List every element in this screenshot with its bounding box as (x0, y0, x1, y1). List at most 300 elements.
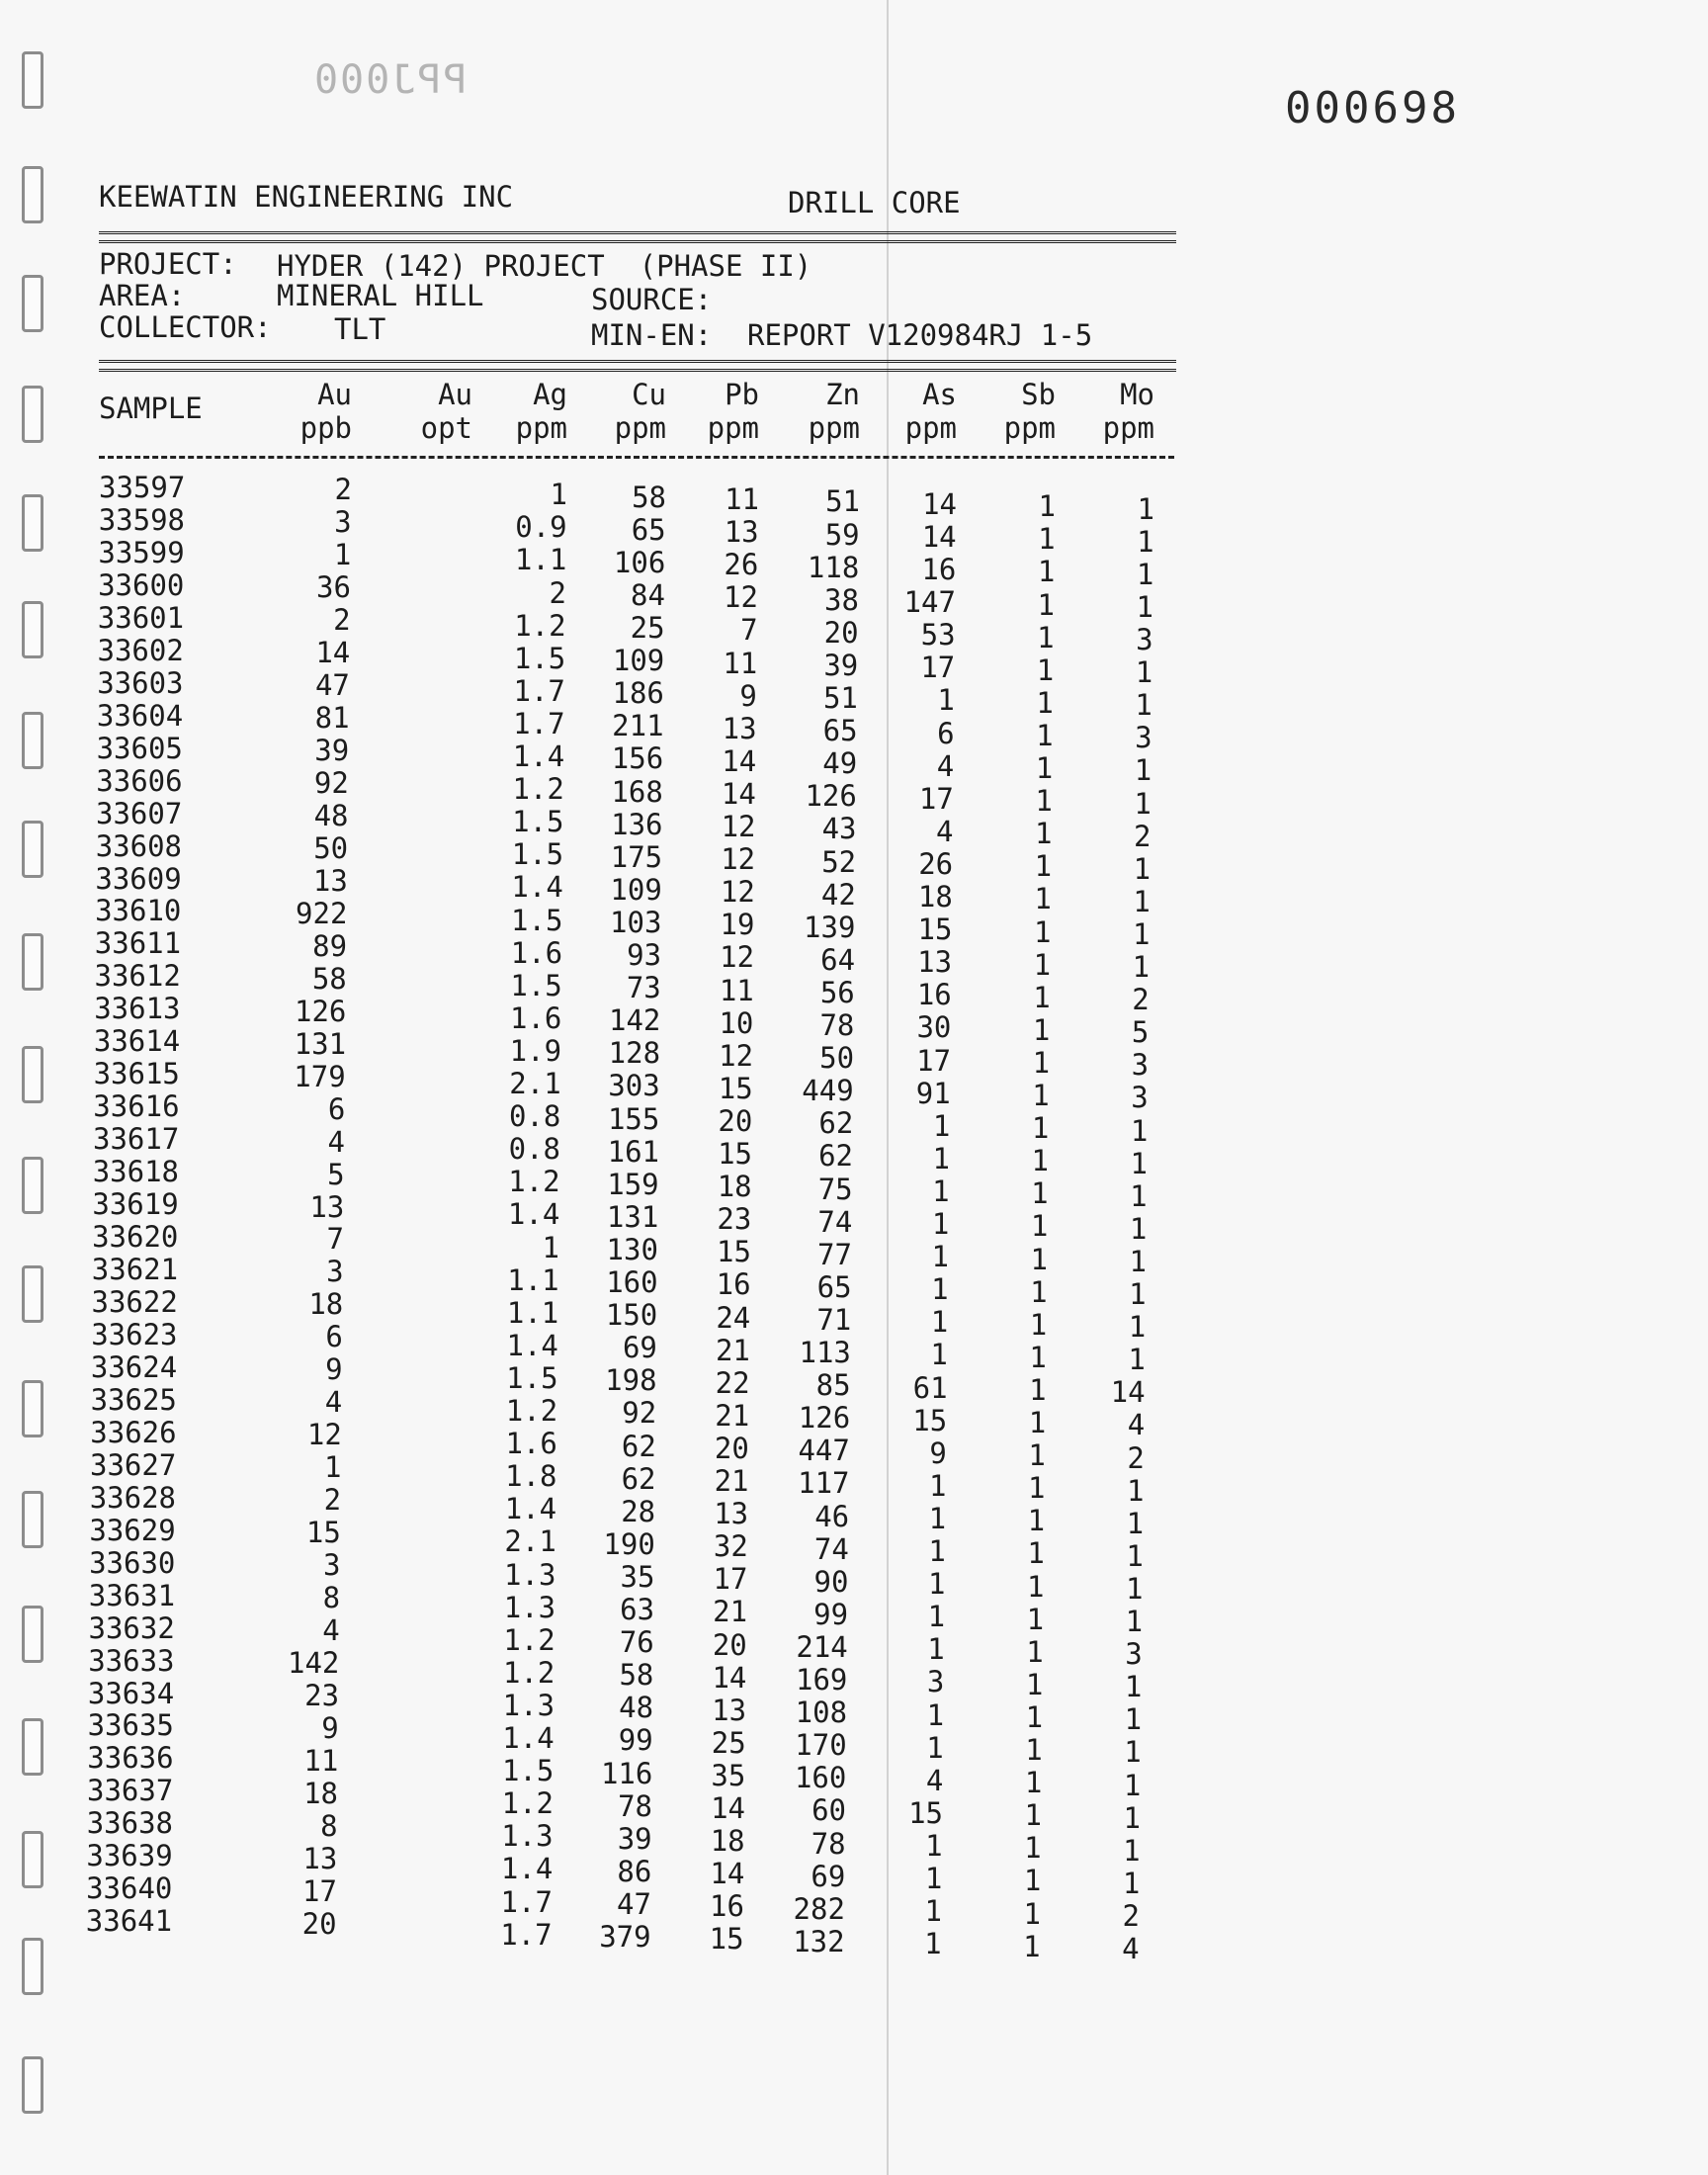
cell-ag-ppm: 1.7 (513, 673, 565, 708)
column-header-au-opt (384, 378, 472, 445)
cell-cu-ppm: 25 (630, 611, 665, 645)
cell-mo-ppm: 1 (1135, 688, 1153, 723)
cell-pb-ppm: 13 (722, 711, 757, 745)
cell-cu-ppm: 130 (606, 1232, 658, 1266)
cell-zn-ppm: 169 (796, 1663, 848, 1696)
cell-sb-ppm: 1 (1036, 685, 1054, 720)
cell-ag-ppm: 2.1 (504, 1524, 556, 1559)
cell-sb-ppm: 1 (1035, 784, 1053, 819)
cell-mo-ppm: 4 (1122, 1932, 1140, 1965)
cell-mo-ppm: 2 (1132, 983, 1150, 1017)
cell-cu-ppm: 86 (617, 1854, 652, 1888)
cell-zn-ppm: 139 (804, 910, 856, 944)
cell-sample: 33636 (87, 1741, 174, 1776)
column-header-mo-ppm (1066, 378, 1154, 445)
cell-au-ppb: 4 (322, 1613, 340, 1647)
cell-sb-ppm: 1 (1029, 1340, 1047, 1374)
cell-pb-ppm: 26 (724, 548, 759, 582)
cell-sb-ppm: 1 (1024, 1766, 1043, 1800)
column-header-line1: Pb (725, 378, 759, 411)
cell-cu-ppm: 160 (606, 1265, 658, 1299)
cell-as-ppm: 1 (924, 1894, 942, 1929)
cell-as-ppm: 15 (912, 1403, 948, 1437)
collector-value: TLT (334, 312, 386, 346)
cell-zn-ppm: 75 (817, 1172, 853, 1206)
cell-mo-ppm: 1 (1130, 1113, 1149, 1148)
cell-pb-ppm: 13 (714, 1497, 749, 1531)
cell-au-ppb: 9 (325, 1352, 343, 1387)
cell-mo-ppm: 1 (1129, 1211, 1148, 1246)
cell-as-ppm: 14 (921, 519, 957, 554)
cell-mo-ppm: 1 (1124, 1670, 1143, 1704)
cell-au-ppb: 11 (303, 1743, 339, 1778)
cell-cu-ppm: 65 (631, 512, 666, 547)
column-header-line2: ppm (1003, 411, 1056, 445)
cell-pb-ppm: 21 (714, 1464, 749, 1498)
cell-sample: 33635 (87, 1708, 174, 1743)
cell-pb-ppm: 13 (712, 1693, 747, 1727)
cell-cu-ppm: 128 (608, 1036, 661, 1071)
cell-sample: 33608 (95, 828, 182, 863)
cell-zn-ppm: 447 (798, 1434, 850, 1468)
cell-sample: 33612 (94, 959, 181, 994)
cell-pb-ppm: 14 (721, 776, 756, 811)
cell-mo-ppm: 1 (1124, 1702, 1143, 1737)
cell-as-ppm: 15 (908, 1795, 943, 1830)
cell-pb-ppm: 7 (740, 613, 758, 648)
cell-mo-ppm: 1 (1130, 1146, 1148, 1180)
cell-pb-ppm: 18 (710, 1824, 745, 1859)
cell-sample: 33626 (90, 1415, 177, 1449)
cell-pb-ppm: 19 (720, 908, 755, 942)
cell-zn-ppm: 113 (799, 1336, 851, 1369)
cell-ag-ppm: 1.7 (513, 706, 565, 740)
binder-hole (22, 494, 43, 552)
cell-as-ppm: 4 (925, 1763, 944, 1797)
cell-zn-ppm: 126 (805, 779, 857, 814)
project-value: HYDER (142) PROJECT (PHASE II) (277, 249, 812, 283)
binder-hole (22, 2056, 43, 2114)
column-header-line2: ppm (515, 411, 567, 445)
cell-au-ppb: 18 (303, 1776, 338, 1810)
cell-sb-ppm: 1 (1037, 620, 1055, 654)
cell-cu-ppm: 159 (607, 1167, 659, 1201)
cell-sample: 33602 (97, 633, 184, 667)
cell-as-ppm: 61 (912, 1370, 948, 1405)
cell-pb-ppm: 18 (717, 1170, 752, 1204)
cell-sample: 33641 (85, 1904, 173, 1939)
column-header-line2: ppb (299, 411, 352, 445)
cell-ag-ppm: 1.2 (503, 1655, 555, 1690)
cell-ag-ppm: 0.9 (515, 510, 567, 545)
binder-hole (22, 821, 43, 878)
cell-cu-ppm: 142 (609, 1003, 661, 1038)
cell-mo-ppm: 1 (1124, 1735, 1142, 1770)
cell-mo-ppm: 1 (1126, 1538, 1144, 1573)
column-header-as-ppm (868, 378, 957, 445)
cell-zn-ppm: 62 (818, 1139, 853, 1174)
cell-sb-ppm: 1 (1036, 718, 1054, 752)
cell-cu-ppm: 35 (620, 1559, 655, 1594)
cell-cu-ppm: 116 (600, 1756, 653, 1790)
cell-sb-ppm: 1 (1026, 1569, 1045, 1604)
cell-au-ppb: 2 (333, 603, 351, 638)
cell-pb-ppm: 15 (718, 1071, 753, 1105)
cell-mo-ppm: 2 (1127, 1440, 1145, 1475)
cell-sample: 33633 (88, 1643, 175, 1678)
cell-mo-ppm: 1 (1132, 916, 1151, 951)
cell-mo-ppm: 3 (1131, 1081, 1149, 1115)
cell-ag-ppm: 1.5 (501, 1754, 555, 1788)
cell-zn-ppm: 99 (813, 1597, 849, 1631)
cell-ag-ppm: 1.1 (506, 1295, 559, 1330)
cell-sb-ppm: 1 (1033, 980, 1051, 1014)
cell-sb-ppm: 1 (1028, 1471, 1046, 1506)
cell-sample: 33616 (93, 1089, 180, 1124)
cell-pb-ppm: 14 (722, 743, 757, 778)
cell-sample: 33601 (97, 600, 185, 635)
cell-sb-ppm: 1 (1030, 1242, 1048, 1276)
column-header-sample (99, 392, 203, 425)
cell-mo-ppm: 1 (1127, 1473, 1145, 1508)
cell-zn-ppm: 65 (822, 714, 858, 748)
cell-sample: 33620 (92, 1220, 179, 1255)
cell-pb-ppm: 12 (721, 810, 756, 843)
cell-as-ppm: 1 (924, 1927, 942, 1961)
cell-cu-ppm: 175 (610, 839, 663, 874)
cell-pb-ppm: 11 (725, 482, 759, 516)
cell-au-ppb: 50 (313, 830, 349, 865)
cell-cu-ppm: 92 (622, 1396, 657, 1431)
cell-pb-ppm: 20 (714, 1431, 749, 1465)
cell-sample: 33598 (98, 502, 185, 537)
cell-ag-ppm: 1.5 (506, 1360, 558, 1395)
cell-zn-ppm: 50 (819, 1041, 855, 1076)
column-header-ag-ppm (478, 378, 567, 445)
cell-sample: 33637 (87, 1774, 174, 1808)
cell-zn-ppm: 78 (811, 1826, 846, 1861)
cell-cu-ppm: 106 (613, 545, 666, 579)
cell-cu-ppm: 190 (603, 1526, 655, 1561)
cell-mo-ppm: 1 (1123, 1800, 1141, 1835)
cell-mo-ppm: 1 (1128, 1310, 1147, 1345)
cell-mo-ppm: 3 (1131, 1048, 1150, 1083)
cell-zn-ppm: 85 (815, 1368, 851, 1403)
cell-mo-ppm: 1 (1128, 1343, 1146, 1377)
cell-ag-ppm: 1.9 (509, 1033, 562, 1068)
cell-ag-ppm: 1.4 (502, 1721, 555, 1755)
cell-ag-ppm: 1.2 (514, 608, 566, 643)
cell-sb-ppm: 1 (1025, 1733, 1043, 1767)
cell-ag-ppm: 1.4 (512, 740, 565, 773)
cell-pb-ppm: 17 (713, 1562, 748, 1597)
cell-cu-ppm: 69 (622, 1331, 657, 1365)
cell-sample: 33605 (96, 731, 183, 765)
cell-au-ppb: 13 (312, 863, 348, 898)
cell-cu-ppm: 109 (612, 644, 665, 678)
binder-hole (22, 51, 43, 109)
cell-ag-ppm: 1.2 (508, 1165, 560, 1199)
cell-sb-ppm: 1 (1030, 1209, 1049, 1244)
cell-ag-ppm: 1.6 (510, 935, 563, 970)
min-en-label: MIN-EN: (591, 318, 713, 352)
cell-sb-ppm: 1 (1026, 1602, 1045, 1636)
cell-au-ppb: 922 (296, 896, 348, 930)
cell-cu-ppm: 78 (618, 1788, 652, 1823)
binder-hole (22, 1380, 43, 1437)
cell-pb-ppm: 35 (711, 1758, 746, 1792)
binder-hole (22, 1265, 43, 1323)
cell-zn-ppm: 74 (817, 1204, 853, 1239)
cell-sample: 33622 (91, 1285, 178, 1319)
cell-as-ppm: 3 (926, 1665, 945, 1699)
area-value: MINERAL HILL (277, 279, 484, 312)
cell-mo-ppm: 1 (1129, 1277, 1147, 1311)
cell-cu-ppm: 62 (621, 1429, 656, 1463)
column-header-line2: ppm (614, 411, 666, 445)
cell-zn-ppm: 170 (795, 1728, 847, 1763)
dashed-rule (99, 456, 1174, 459)
cell-zn-ppm: 214 (796, 1629, 848, 1664)
cell-mo-ppm: 1 (1123, 1833, 1141, 1868)
cell-mo-ppm: 1 (1135, 655, 1153, 690)
cell-sb-ppm: 1 (1032, 1079, 1050, 1112)
cell-ag-ppm: 1 (550, 478, 567, 512)
cell-pb-ppm: 22 (715, 1365, 750, 1400)
cell-sb-ppm: 1 (1037, 587, 1055, 622)
cell-au-ppb: 131 (294, 1026, 347, 1061)
cell-pb-ppm: 21 (715, 1398, 750, 1433)
cell-zn-ppm: 60 (811, 1793, 846, 1828)
cell-mo-ppm: 1 (1134, 753, 1153, 788)
cell-pb-ppm: 23 (717, 1202, 752, 1237)
cell-ag-ppm: 0.8 (508, 1099, 561, 1134)
cell-mo-ppm: 1 (1136, 557, 1154, 591)
cell-sample: 33638 (86, 1806, 173, 1841)
cell-sb-ppm: 1 (1032, 1045, 1051, 1080)
cell-au-ppb: 8 (320, 1808, 338, 1843)
cell-as-ppm: 147 (903, 585, 956, 620)
cell-sb-ppm: 1 (1024, 1831, 1042, 1866)
cell-sb-ppm: 1 (1028, 1406, 1047, 1439)
cell-as-ppm: 1 (927, 1600, 946, 1634)
binder-hole (22, 1491, 43, 1548)
cell-ag-ppm: 1.5 (510, 968, 562, 1002)
cell-mo-ppm: 1 (1137, 491, 1154, 526)
cell-sb-ppm: 1 (1024, 1798, 1042, 1833)
column-header-line2: ppm (1102, 411, 1154, 445)
cell-au-ppb: 6 (325, 1320, 343, 1354)
cell-sample: 33631 (88, 1578, 176, 1612)
cell-zn-ppm: 282 (793, 1891, 845, 1926)
column-header-line1: Cu (632, 378, 666, 411)
cell-mo-ppm: 1 (1129, 1244, 1147, 1278)
cell-zn-ppm: 108 (795, 1696, 848, 1730)
cell-zn-ppm: 59 (824, 517, 860, 552)
cell-au-ppb: 4 (327, 1124, 345, 1159)
binder-hole (22, 1606, 43, 1663)
cell-pb-ppm: 12 (724, 580, 758, 615)
cell-ag-ppm: 1.2 (503, 1622, 555, 1657)
cell-ag-ppm: 2.1 (509, 1067, 561, 1100)
cell-sb-ppm: 1 (1037, 555, 1056, 589)
cell-zn-ppm: 43 (821, 812, 857, 846)
cell-pb-ppm: 21 (715, 1333, 750, 1367)
cell-sample: 33613 (94, 992, 181, 1026)
cell-au-ppb: 36 (316, 570, 351, 605)
cell-zn-ppm: 90 (813, 1564, 849, 1599)
cell-zn-ppm: 78 (819, 1008, 855, 1042)
cell-sb-ppm: 1 (1031, 1111, 1050, 1146)
cell-mo-ppm: 1 (1134, 786, 1152, 821)
cell-mo-ppm: 3 (1136, 623, 1153, 656)
cell-cu-ppm: 109 (610, 872, 662, 907)
cell-zn-ppm: 51 (822, 681, 858, 715)
cell-sample: 33610 (95, 894, 182, 928)
column-header-line2: SAMPLE (99, 392, 203, 425)
cell-cu-ppm: 28 (621, 1494, 656, 1528)
cell-sample: 33611 (94, 926, 182, 961)
cell-as-ppm: 1 (928, 1501, 947, 1535)
cell-mo-ppm: 1 (1126, 1506, 1145, 1540)
cell-ag-ppm: 1.2 (501, 1786, 554, 1821)
cell-sample: 33627 (90, 1447, 177, 1482)
cell-sb-ppm: 1 (1033, 947, 1052, 982)
column-header-sb-ppm (967, 378, 1056, 445)
cell-pb-ppm: 25 (711, 1725, 746, 1760)
cell-ag-ppm: 2 (549, 575, 566, 610)
cell-ag-ppm: 1.7 (500, 1884, 553, 1919)
cell-as-ppm: 1 (930, 1305, 949, 1340)
cell-cu-ppm: 93 (627, 938, 662, 972)
cell-as-ppm: 14 (922, 486, 957, 521)
cell-cu-ppm: 48 (619, 1691, 654, 1725)
cell-as-ppm: 1 (937, 683, 955, 718)
cell-zn-ppm: 64 (820, 942, 856, 977)
cell-sample: 33617 (93, 1122, 180, 1157)
column-header-line1: Sb (1021, 378, 1056, 411)
cell-as-ppm: 1 (931, 1272, 949, 1307)
cell-sb-ppm: 1 (1023, 1864, 1042, 1898)
cell-pb-ppm: 11 (719, 973, 754, 1007)
cell-pb-ppm: 9 (739, 678, 757, 713)
cell-sb-ppm: 1 (1027, 1504, 1046, 1538)
cell-zn-ppm: 160 (794, 1761, 847, 1795)
cell-pb-ppm: 12 (720, 940, 755, 975)
cell-au-ppb: 9 (321, 1710, 339, 1745)
cell-as-ppm: 16 (921, 553, 957, 586)
cell-sample: 33599 (98, 535, 185, 569)
cell-as-ppm: 91 (915, 1076, 951, 1110)
cell-au-ppb: 48 (313, 799, 349, 832)
cell-mo-ppm: 3 (1135, 721, 1153, 755)
cell-as-ppm: 1 (925, 1828, 943, 1863)
cell-au-ppb: 13 (309, 1189, 345, 1224)
cell-ag-ppm: 1.4 (500, 1852, 554, 1886)
cell-pb-ppm: 11 (723, 646, 758, 680)
cell-au-ppb: 23 (304, 1678, 340, 1712)
cell-cu-ppm: 131 (606, 1199, 659, 1234)
cell-cu-ppm: 76 (619, 1625, 654, 1660)
cell-pb-ppm: 12 (719, 1038, 754, 1073)
cell-au-ppb: 1 (333, 538, 352, 572)
cell-sb-ppm: 1 (1027, 1536, 1045, 1571)
binder-hole (22, 1938, 43, 1995)
cell-ag-ppm: 1.5 (512, 805, 564, 839)
cell-pb-ppm: 12 (720, 875, 755, 910)
cell-pb-ppm: 12 (721, 842, 756, 877)
cell-as-ppm: 1 (927, 1567, 946, 1602)
cell-au-ppb: 6 (327, 1091, 346, 1126)
cell-mo-ppm: 1 (1132, 950, 1151, 984)
cell-cu-ppm: 150 (605, 1298, 658, 1333)
cell-cu-ppm: 136 (611, 807, 663, 841)
cell-sb-ppm: 1 (1025, 1699, 1044, 1734)
collector-label: COLLECTOR: (99, 310, 272, 344)
cell-cu-ppm: 186 (612, 676, 664, 711)
cell-cu-ppm: 156 (611, 741, 664, 776)
cell-as-ppm: 1 (931, 1240, 949, 1274)
cell-au-ppb: 18 (308, 1287, 344, 1322)
cell-zn-ppm: 74 (813, 1531, 849, 1566)
cell-sb-ppm: 1 (1023, 1929, 1041, 1963)
column-header-line1: Mo (1120, 378, 1154, 411)
cell-au-ppb: 142 (288, 1645, 340, 1680)
cell-cu-ppm: 84 (631, 577, 665, 612)
cell-cu-ppm: 73 (626, 971, 661, 1005)
cell-zn-ppm: 118 (807, 550, 860, 584)
cell-as-ppm: 18 (917, 880, 953, 914)
binder-hole (22, 933, 43, 991)
cell-zn-ppm: 117 (798, 1466, 850, 1501)
cell-au-ppb: 3 (334, 505, 352, 540)
cell-ag-ppm: 1.2 (512, 772, 564, 807)
cell-as-ppm: 17 (920, 651, 956, 685)
column-header-line2: ppm (904, 411, 957, 445)
cell-au-ppb: 15 (305, 1516, 341, 1550)
cell-pb-ppm: 14 (711, 1791, 745, 1825)
cell-au-ppb: 3 (322, 1548, 341, 1583)
cell-mo-ppm: 1 (1136, 589, 1153, 624)
cell-zn-ppm: 52 (821, 844, 857, 879)
cell-sb-ppm: 1 (1025, 1667, 1044, 1701)
column-header-line1: As (922, 378, 957, 411)
cell-zn-ppm: 56 (819, 975, 855, 1009)
project-label: PROJECT: (99, 247, 237, 281)
cell-as-ppm: 1 (926, 1730, 944, 1765)
cell-mo-ppm: 3 (1125, 1637, 1143, 1672)
cell-zn-ppm: 49 (822, 746, 858, 781)
cell-as-ppm: 16 (916, 978, 952, 1012)
cell-sample: 33606 (96, 763, 183, 798)
cell-sample: 33624 (90, 1349, 178, 1384)
cell-cu-ppm: 161 (607, 1134, 659, 1169)
cell-sample: 33629 (89, 1513, 176, 1547)
column-header-line2: opt (420, 411, 472, 445)
cell-as-ppm: 13 (917, 945, 953, 980)
cell-ag-ppm: 1.5 (511, 903, 563, 937)
cell-sb-ppm: 1 (1038, 489, 1056, 524)
cell-pb-ppm: 32 (713, 1529, 748, 1564)
min-en-value: REPORT V120984RJ 1-5 (747, 318, 1093, 352)
cell-sample: 33615 (93, 1057, 180, 1091)
cell-cu-ppm: 58 (619, 1658, 654, 1693)
cell-pb-ppm: 13 (724, 515, 759, 550)
cell-au-ppb: 2 (334, 473, 352, 507)
cell-au-ppb: 58 (311, 961, 347, 996)
cell-sb-ppm: 1 (1035, 817, 1053, 851)
cell-au-ppb: 14 (315, 636, 351, 670)
